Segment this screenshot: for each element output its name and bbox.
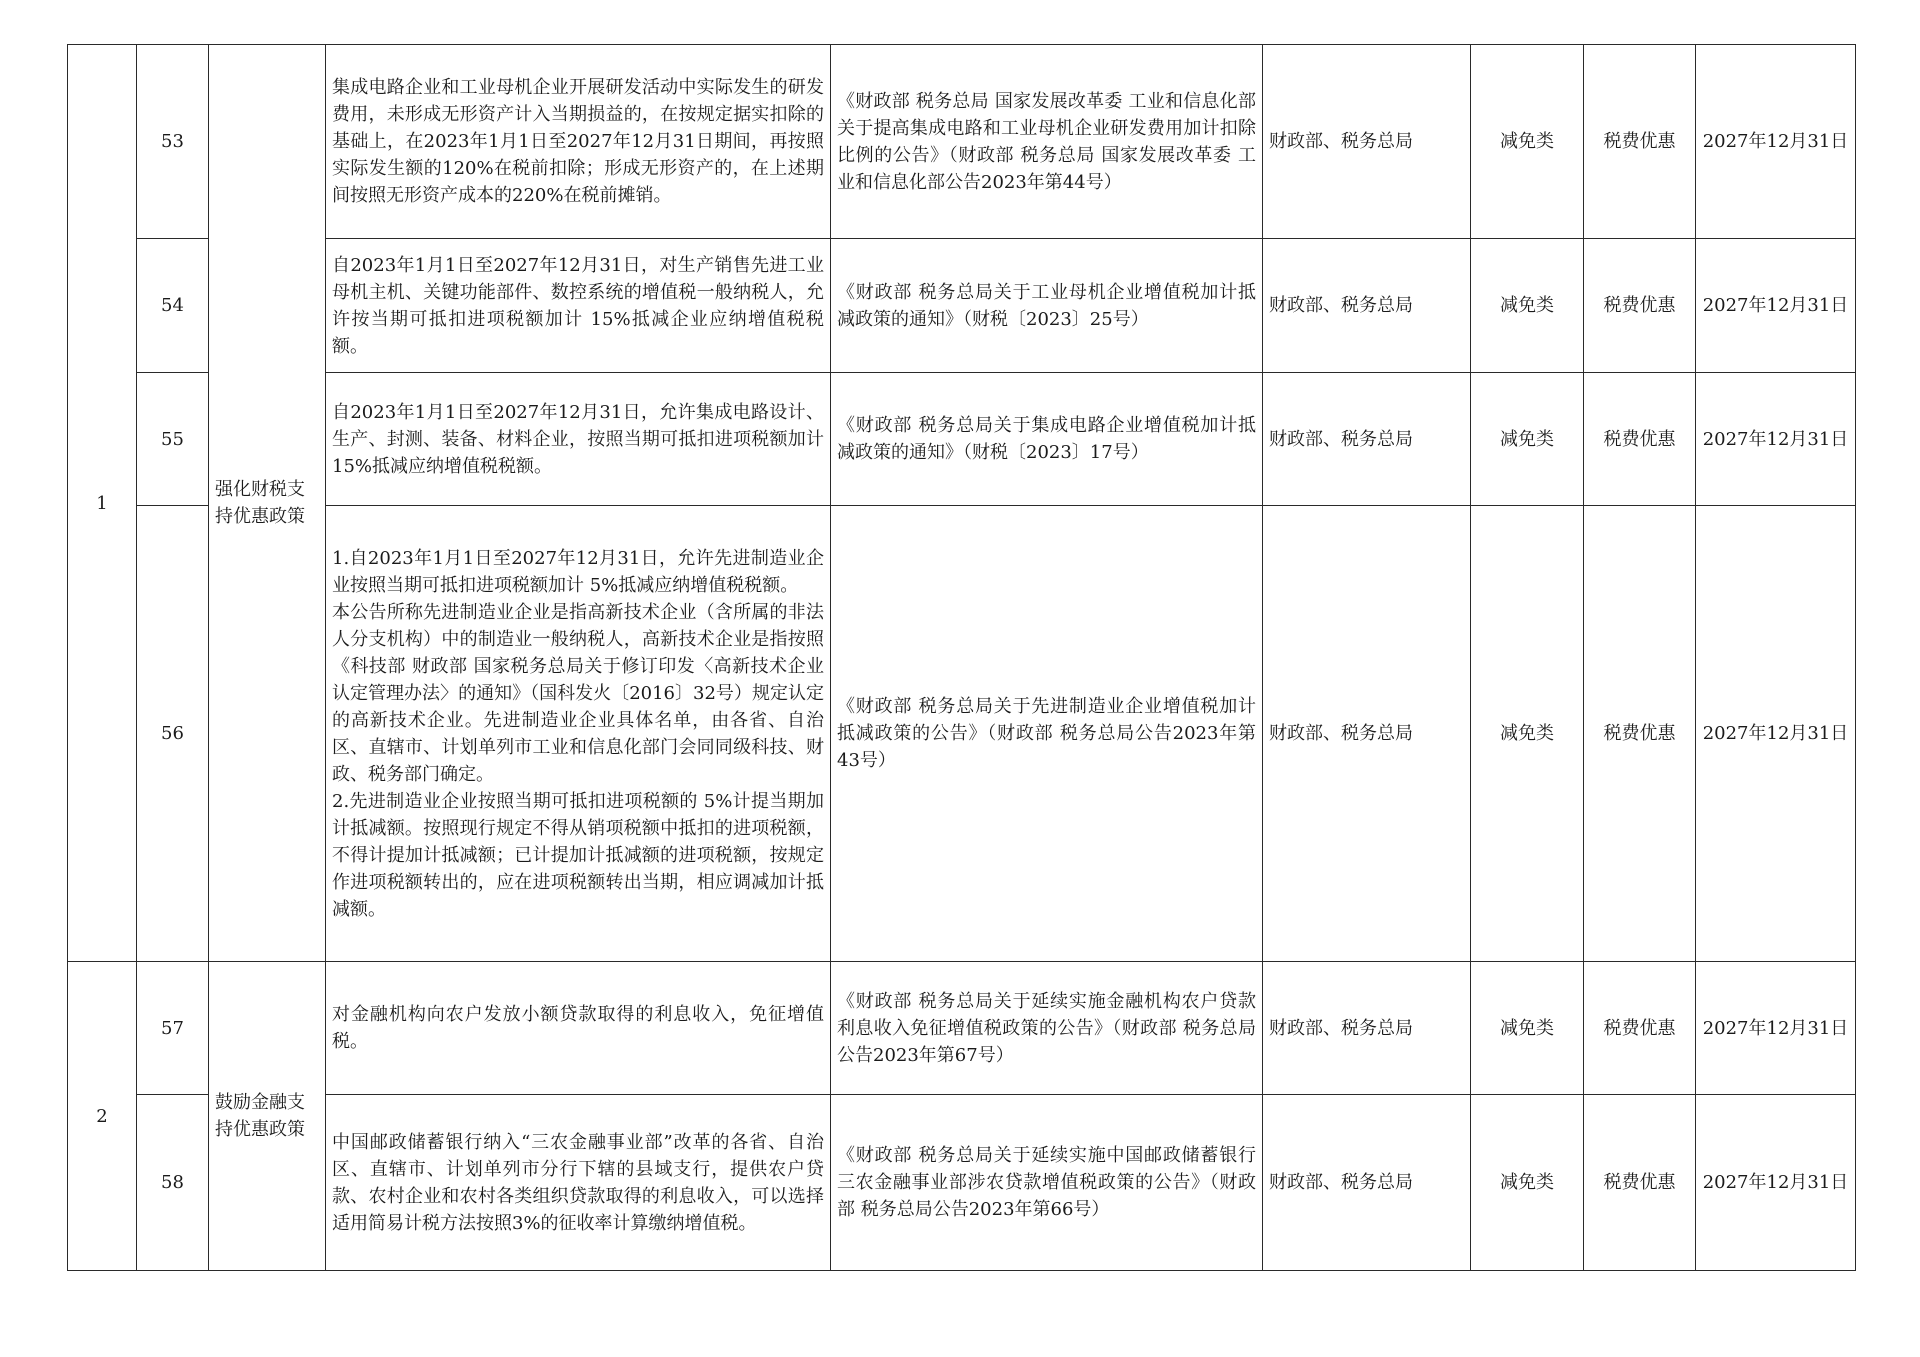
row-number: 55: [137, 373, 209, 506]
responsible-dept: 财政部、税务总局: [1263, 962, 1471, 1095]
policy-basis: 《财政部 税务总局 国家发展改革委 工业和信息化部关于提高集成电路和工业母机企业研发费用加计扣除比例的公告》（财政部 税务总局 国家发展改革委 工业和信息化部公告2023年第44号）: [831, 45, 1263, 239]
policy-type: 减免类: [1471, 1095, 1584, 1271]
row-number: 58: [137, 1095, 209, 1271]
responsible-dept: 财政部、税务总局: [1263, 1095, 1471, 1271]
policy-deadline: 2027年12月31日: [1696, 373, 1856, 506]
row-number: 57: [137, 962, 209, 1095]
policy-kind: 税费优惠: [1584, 962, 1696, 1095]
policy-deadline: 2027年12月31日: [1696, 506, 1856, 962]
group-index: 1: [68, 45, 137, 962]
table-row: [68, 373, 1856, 506]
group-category: 强化财税支持优惠政策: [209, 45, 326, 962]
policy-content: 中国邮政储蓄银行纳入“三农金融事业部”改革的各省、自治区、直辖市、计划单列市分行下辖的县域支行，提供农户贷款、农村企业和农村各类组织贷款取得的利息收入，可以选择适用简易计税方法按照3%的征收率计算缴纳增值税。: [326, 1095, 831, 1271]
policy-content: 自2023年1月1日至2027年12月31日，允许集成电路设计、生产、封测、装备、材料企业，按照当期可抵扣进项税额加计15%抵减应纳增值税税额。: [326, 373, 831, 506]
policy-type: 减免类: [1471, 506, 1584, 962]
policy-deadline: 2027年12月31日: [1696, 1095, 1856, 1271]
group-index: 2: [68, 962, 137, 1271]
content-paragraph: 2.先进制造业企业按照当期可抵扣进项税额的 5%计提当期加计抵减额。按照现行规定不得从销项税额中抵扣的进项税额，不得计提加计抵减额；已计提加计抵减额的进项税额，按规定作进项税额转出的，应在进项税额转出当期，相应调减加计抵减额。: [332, 790, 824, 920]
row-number: 53: [137, 45, 209, 239]
policy-basis: 《财政部 税务总局关于先进制造业企业增值税加计抵减政策的公告》（财政部 税务总局公告2023年第43号）: [831, 506, 1263, 962]
policy-content: [326, 506, 831, 962]
content-paragraph: 本公告所称先进制造业企业是指高新技术企业（含所属的非法人分支机构）中的制造业一般纳税人，高新技术企业是指按照《科技部 财政部 国家税务总局关于修订印发〈高新技术企业认定管理办法〉的通知》（国科发火〔2016〕32号）规定认定的高新技术企业。先进制造业企业具体名单，由各省、自治区、直辖市、计划单列市工业和信息化部门会同同级科技、财政、税务部门确定。: [332, 601, 824, 785]
policy-type: 减免类: [1471, 962, 1584, 1095]
policy-kind: 税费优惠: [1584, 373, 1696, 506]
table-row: [68, 239, 1856, 373]
policy-kind: 税费优惠: [1584, 506, 1696, 962]
table-row: [68, 506, 1856, 962]
policy-content: 集成电路企业和工业母机企业开展研发活动中实际发生的研发费用，未形成无形资产计入当期损益的，在按规定据实扣除的基础上，在2023年1月1日至2027年12月31日期间，再按照实际发生额的120%在税前扣除；形成无形资产的，在上述期间按照无形资产成本的220%在税前摊销。: [326, 45, 831, 239]
responsible-dept: 财政部、税务总局: [1263, 506, 1471, 962]
row-number: 56: [137, 506, 209, 962]
policy-deadline: 2027年12月31日: [1696, 45, 1856, 239]
policy-table: [67, 44, 1856, 1271]
policy-deadline: 2027年12月31日: [1696, 962, 1856, 1095]
policy-basis: 《财政部 税务总局关于延续实施中国邮政储蓄银行三农金融事业部涉农贷款增值税政策的公告》（财政部 税务总局公告2023年第66号）: [831, 1095, 1263, 1271]
policy-type: 减免类: [1471, 373, 1584, 506]
policy-kind: 税费优惠: [1584, 1095, 1696, 1271]
policy-basis: 《财政部 税务总局关于延续实施金融机构农户贷款利息收入免征增值税政策的公告》（财政部 税务总局公告2023年第67号）: [831, 962, 1263, 1095]
table-row: [68, 962, 1856, 1095]
responsible-dept: 财政部、税务总局: [1263, 45, 1471, 239]
responsible-dept: 财政部、税务总局: [1263, 373, 1471, 506]
row-number: 54: [137, 239, 209, 373]
policy-kind: 税费优惠: [1584, 239, 1696, 373]
policy-content: 对金融机构向农户发放小额贷款取得的利息收入，免征增值税。: [326, 962, 831, 1095]
policy-kind: 税费优惠: [1584, 45, 1696, 239]
policy-content: 自2023年1月1日至2027年12月31日，对生产销售先进工业母机主机、关键功能部件、数控系统的增值税一般纳税人，允许按当期可抵扣进项税额加计 15%抵减企业应纳增值税税额。: [326, 239, 831, 373]
responsible-dept: 财政部、税务总局: [1263, 239, 1471, 373]
policy-type: 减免类: [1471, 45, 1584, 239]
policy-deadline: 2027年12月31日: [1696, 239, 1856, 373]
content-paragraph: 1.自2023年1月1日至2027年12月31日，允许先进制造业企业按照当期可抵扣进项税额加计 5%抵减应纳增值税税额。: [332, 547, 824, 596]
policy-type: 减免类: [1471, 239, 1584, 373]
table-row: [68, 45, 1856, 239]
table-row: [68, 1095, 1856, 1271]
group-category: 鼓励金融支持优惠政策: [209, 962, 326, 1271]
policy-basis: 《财政部 税务总局关于集成电路企业增值税加计抵减政策的通知》（财税〔2023〕17号）: [831, 373, 1263, 506]
policy-basis: 《财政部 税务总局关于工业母机企业增值税加计抵减政策的通知》（财税〔2023〕25号）: [831, 239, 1263, 373]
